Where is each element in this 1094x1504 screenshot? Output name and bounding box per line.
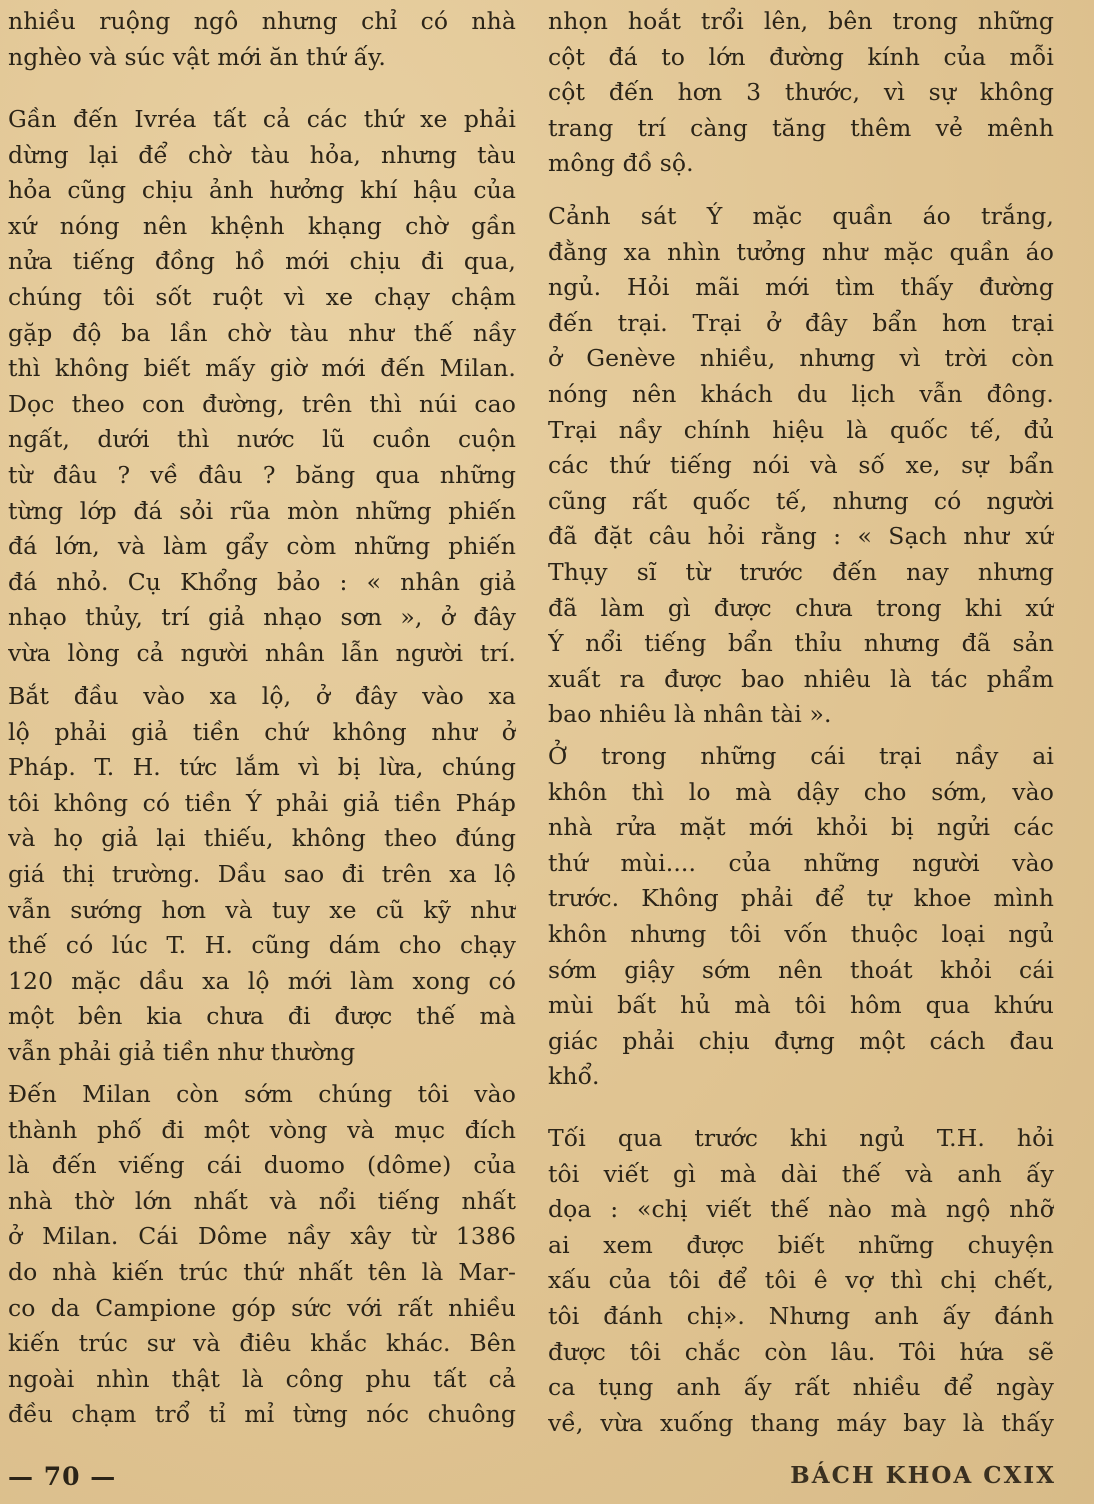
text-line: đã đặt câu hỏi rằng : « Sạch như xứ	[548, 522, 1054, 551]
paragraph	[8, 679, 516, 1071]
text-line: ca tụng anh ấy rất nhiều để ngày	[548, 1373, 1054, 1402]
text-line: trước. Không phải để tự khoe mình	[548, 884, 1054, 913]
text-line: co da Campione góp sức với rất nhiều	[8, 1293, 516, 1322]
text-line: thứ mùi.... của những người vào	[548, 848, 1054, 877]
text-line: dừng lại để chờ tàu hỏa, nhưng tàu	[8, 140, 516, 169]
text-line: giá thị trường. Dầu sao đi trên xa lộ	[8, 859, 516, 888]
text-line: về, vừa xuống thang máy bay là thấy	[548, 1408, 1054, 1437]
text-line: xấu của tôi để tôi ê vợ thì chị chết,	[548, 1266, 1054, 1295]
paragraph	[548, 1121, 1054, 1441]
text-line: vừa lòng cả người nhân lẫn người trí.	[8, 638, 516, 667]
text-line: Tối qua trước khi ngủ T.H. hỏi	[548, 1124, 1054, 1152]
text-line: đá lớn, và làm gẩy còm những phiến	[8, 532, 516, 561]
text-line: gặp độ ba lần chờ tàu như thế nầy	[8, 318, 516, 347]
text-line: mông đồ sộ.	[548, 149, 694, 178]
text-line: tôi không có tiền Ý phải giả tiền Pháp	[8, 788, 516, 817]
text-line: lộ phải giả tiền chứ không như ở	[8, 717, 516, 746]
text-line: Ở trong những cái trại nầy ai	[548, 742, 1054, 770]
text-line: ở Genève nhiều, nhưng vì trời còn	[548, 344, 1054, 373]
text-line: kiến trúc sư và điêu khắc khác. Bên	[8, 1329, 516, 1358]
text-line: nhiều ruộng ngô nhưng chỉ có nhà	[8, 7, 516, 35]
text-line: một bên kia chưa đi được thế mà	[8, 1002, 516, 1031]
text-line: khôn thì lo mà dậy cho sớm, vào	[548, 777, 1054, 806]
text-line: khôn nhưng tôi vốn thuộc loại ngủ	[548, 919, 1054, 948]
text-line: Thụy sĩ từ trước đến nay nhưng	[548, 557, 1054, 586]
text-line: đều chạm trổ tỉ mỉ từng nóc chuông	[8, 1400, 516, 1429]
paragraph	[8, 1077, 516, 1433]
text-line: ở Milan. Cái Dôme nầy xây từ 1386	[8, 1222, 516, 1251]
text-line: xuất ra được bao nhiêu là tác phẩm	[548, 664, 1054, 693]
text-line: Bắt đầu vào xa lộ, ở đây vào xa	[8, 682, 516, 710]
text-line: ngoài nhìn thật là công phu tất cả	[8, 1364, 516, 1393]
text-line: bao nhiêu là nhân tài ».	[548, 700, 832, 729]
publication-title: BÁCH KHOA CXIX	[790, 1462, 1056, 1489]
paragraph	[548, 4, 1054, 182]
text-line: vẫn phải giả tiền như thường	[8, 1037, 356, 1066]
text-line: hỏa cũng chịu ảnh hưởng khí hậu của	[8, 176, 516, 205]
text-line: ngủ. Hỏi mãi mới tìm thấy đường	[548, 273, 1054, 302]
text-line: giác phải chịu đựng một cách đau	[548, 1026, 1054, 1055]
paragraph	[548, 739, 1054, 1095]
text-line: nhọn hoắt trổi lên, bên trong những	[548, 7, 1054, 35]
text-line: sớm giậy sớm nên thoát khỏi cái	[548, 955, 1054, 984]
text-line: dọa : «chị viết thế nào mà ngộ nhỡ	[548, 1195, 1054, 1224]
text-line: Trại nầy chính hiệu là quốc tế, đủ	[548, 415, 1054, 444]
page-number: — 70 —	[8, 1462, 117, 1491]
text-line: cột đá to lớn đường kính của mỗi	[548, 42, 1054, 71]
text-line: xứ nóng nên khệnh khạng chờ gần	[8, 211, 516, 240]
text-line: tôi viết gì mà dài thế và anh ấy	[548, 1159, 1054, 1188]
paragraph	[8, 102, 516, 672]
text-line: đằng xa nhìn tưởng như mặc quần áo	[548, 237, 1054, 266]
text-line: mùi bất hủ mà tôi hôm qua khứu	[548, 991, 1054, 1020]
text-line: đã làm gì được chưa trong khi xứ	[548, 593, 1054, 622]
text-line: nóng nên khách du lịch vẫn đông.	[548, 379, 1054, 408]
text-line: cũng rất quốc tế, nhưng có người	[548, 486, 1054, 515]
text-line: tôi đánh chị». Nhưng anh ấy đánh	[548, 1301, 1054, 1330]
text-line: Pháp. T. H. tức lắm vì bị lừa, chúng	[8, 753, 516, 782]
text-line: thế có lúc T. H. cũng dám cho chạy	[8, 931, 516, 960]
text-line: cột đến hơn 3 thước, vì sự không	[548, 78, 1054, 107]
text-line: Ý nổi tiếng bẩn thỉu nhưng đã sản	[548, 629, 1054, 658]
text-line: Dọc theo con đường, trên thì núi cao	[8, 389, 516, 418]
text-line: và họ giả lại thiếu, không theo đúng	[8, 824, 516, 853]
text-line: ai xem được biết những chuyện	[548, 1230, 1054, 1259]
text-line: nửa tiếng đồng hồ mới chịu đi qua,	[8, 247, 516, 276]
text-line: trang trí càng tăng thêm vẻ mênh	[548, 113, 1054, 142]
text-line: đến trại. Trại ở đây bẩn hơn trại	[548, 308, 1054, 337]
text-line: vẫn sướng hơn và tuy xe cũ kỹ như	[8, 895, 516, 924]
text-line: đá nhỏ. Cụ Khổng bảo : « nhân giả	[8, 567, 516, 596]
text-line: từng lớp đá sỏi rũa mòn những phiến	[8, 496, 516, 525]
text-line: là đến viếng cái duomo (dôme) của	[8, 1151, 516, 1180]
text-line: chúng tôi sốt ruột vì xe chạy chậm	[8, 282, 516, 311]
text-line: 120 mặc dầu xa lộ mới làm xong có	[8, 966, 516, 995]
text-line: Cảnh sát Ý mặc quần áo trắng,	[548, 202, 1054, 230]
text-line: Đến Milan còn sớm chúng tôi vào	[8, 1080, 516, 1108]
paragraph	[8, 4, 516, 75]
text-line: do nhà kiến trúc thứ nhất tên là Mar-	[8, 1257, 516, 1286]
text-line: từ đâu ? về đâu ? băng qua những	[8, 460, 516, 489]
text-line: nhà thờ lớn nhất và nổi tiếng nhất	[8, 1186, 516, 1215]
text-line: khổ.	[548, 1062, 600, 1091]
text-line: Gần đến Ivréa tất cả các thứ xe phải	[8, 105, 516, 133]
text-line: nhạo thủy, trí giả nhạo sơn », ở đây	[8, 603, 516, 632]
text-line: các thứ tiếng nói và số xe, sự bẩn	[548, 451, 1054, 480]
paragraph	[548, 199, 1054, 733]
text-line: thành phố đi một vòng và mục đích	[8, 1115, 516, 1144]
text-line: nghèo và súc vật mới ăn thứ ấy.	[8, 42, 386, 71]
text-line: được tôi chắc còn lâu. Tôi hứa sẽ	[548, 1337, 1054, 1366]
text-line: ngất, dưới thì nước lũ cuồn cuộn	[8, 425, 516, 454]
text-line: nhà rửa mặt mới khỏi bị ngửi các	[548, 813, 1054, 842]
text-line: thì không biết mấy giờ mới đến Milan.	[8, 354, 516, 383]
